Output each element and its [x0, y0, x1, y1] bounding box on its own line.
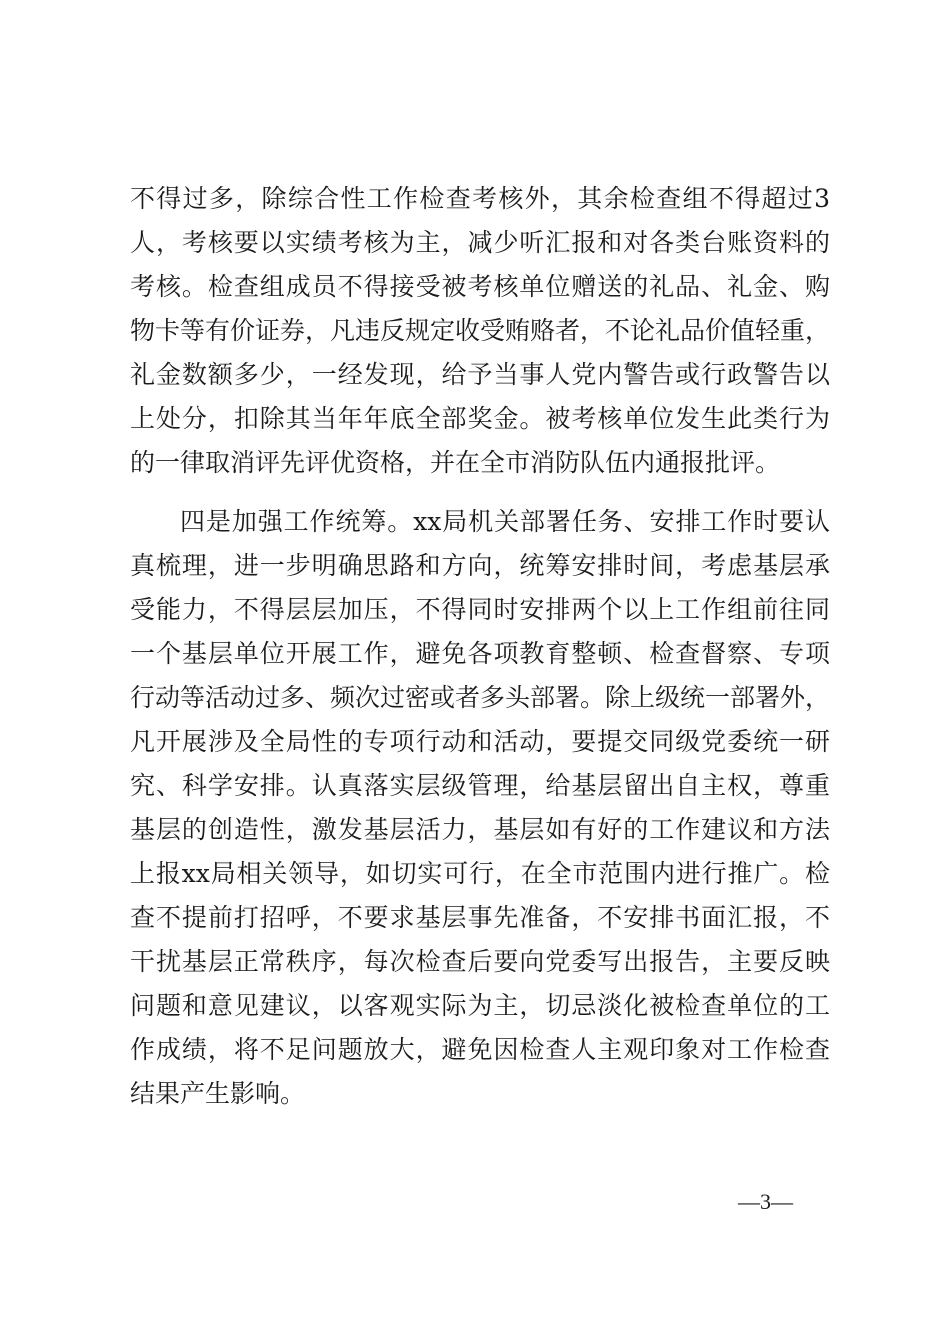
text-line: 人，考核要以实绩考核为主，减少听汇报和对各类台账资料的	[130, 228, 830, 257]
text-line: 干扰基层正常秩序，每次检查后要向党委写出报告，主要反映	[130, 947, 830, 976]
text-line: 基层的创造性，激发基层活力，基层如有好的工作建议和方法	[130, 815, 830, 844]
text-line: 究、科学安排。认真落实层级管理，给基层留出自主权，尊重	[130, 771, 830, 800]
text-line: 问题和意见建议，以客观实际为主，切忌淡化被检查单位的工	[130, 991, 830, 1020]
text-line: 凡开展涉及全局性的专项行动和活动，要提交同级党委统一研	[130, 727, 830, 756]
text-line: 四是加强工作统筹。xx局机关部署任务、安排工作时要认	[180, 507, 830, 536]
text-line: 真梳理，进一步明确思路和方向，统筹安排时间，考虑基层承	[130, 551, 830, 580]
text-line: 礼金数额多少，一经发现，给予当事人党内警告或行政警告以	[130, 360, 830, 389]
text-line: 结果产生影响。	[130, 1079, 306, 1108]
page-number: —3—	[738, 1189, 793, 1214]
text-line: 上处分，扣除其当年年底全部奖金。被考核单位发生此类行为	[130, 404, 830, 433]
text-line: 考核。检查组成员不得接受被考核单位赠送的礼品、礼金、购	[130, 272, 830, 301]
text-line: 上报xx局相关领导，如切实可行，在全市范围内进行推广。检	[130, 859, 830, 888]
text-line: 受能力，不得层层加压，不得同时安排两个以上工作组前往同	[130, 595, 830, 624]
text-line: 物卡等有价证券，凡违反规定收受贿赂者，不论礼品价值轻重，	[130, 316, 831, 345]
text-line: 行动等活动过多、频次过密或者多头部署。除上级统一部署外，	[130, 683, 831, 712]
text-line: 不得过多，除综合性工作检查考核外，其余检查组不得超过3	[130, 184, 830, 213]
text-line: 一个基层单位开展工作，避免各项教育整顿、检查督察、专项	[130, 639, 830, 668]
text-line: 的一律取消评先评优资格，并在全市消防队伍内通报批评。	[130, 448, 781, 477]
text-line: 查不提前打招呼，不要求基层事先准备，不安排书面汇报，不	[130, 903, 830, 932]
text-line: 作成绩，将不足问题放大，避免因检查人主观印象对工作检查	[130, 1035, 830, 1064]
